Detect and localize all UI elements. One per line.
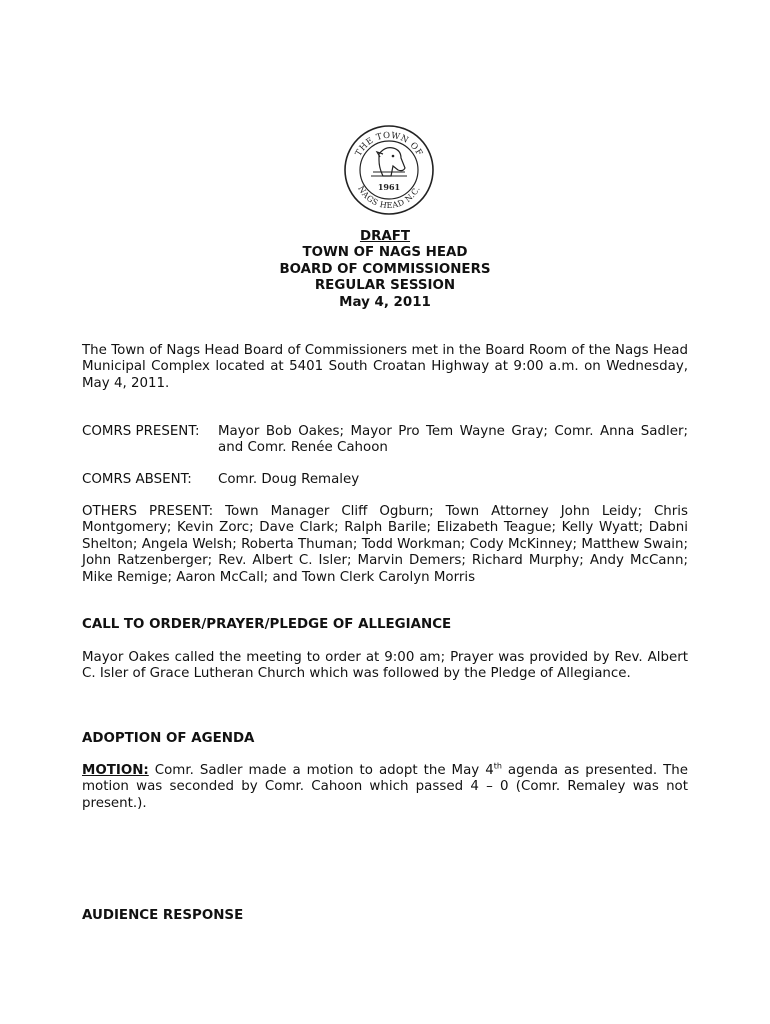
motion-text-part-2: agenda as presented. The motion was seconded by Comr. Cahoon which passed 4 – 0 (Comr. Remaley was not present.).	[82, 763, 688, 811]
draft-label: DRAFT	[359, 229, 411, 244]
meeting-date: May 4, 2011	[339, 294, 431, 310]
others-present-paragraph: OTHERS PRESENT: Town Manager Cliff Ogburn; Town Attorney John Leidy; Chris Montgomery; Kevin Zorc; Dave Clark; Ralph Barile; Elizabeth Teague; Kelly Wyatt; Dabni Shelton; Angela Welsh; Roberta Thuman; Todd Workman; Cody McKinney; Matthew Swain; John Ratzenberger; Rev. Albert C. Isler; Marvin Demers; Richard Murphy; Andy McCann; Mike Remige; Aaron McCall; and Town Clerk Carolyn Morris	[82, 504, 688, 585]
comrs-present-value: Mayor Bob Oakes; Mayor Pro Tem Wayne Gray; Comr. Anna Sadler; and Comr. Renée Cahoon	[218, 424, 688, 456]
intro-paragraph: The Town of Nags Head Board of Commissioners met in the Board Room of the Nags Head Municipal Complex located at 5401 South Croatan Highway at 9:00 a.m. on Wednesday, May 4, 2011.	[82, 343, 688, 391]
call-to-order-paragraph: Mayor Oakes called the meeting to order at 9:00 am; Prayer was provided by Rev. Albert C. Isler of Grace Lutheran Church which was followed by the Pledge of Allegiance.	[82, 650, 688, 682]
town-seal-logo	[343, 124, 435, 216]
comrs-absent-value: Comr. Doug Remaley	[218, 472, 360, 487]
svg-text:NAGS HEAD N.C.: NAGS HEAD N.C.	[356, 184, 422, 211]
seal-year: 1961	[377, 182, 401, 192]
document-heading	[0, 229, 770, 311]
motion-superscript: th	[493, 761, 502, 771]
call-to-order-heading: CALL TO ORDER/PRAYER/PLEDGE OF ALLEGIANCE	[82, 617, 452, 632]
comrs-present-label: COMRS PRESENT:	[82, 424, 200, 439]
town-name: TOWN OF NAGS HEAD	[302, 245, 468, 261]
motion-paragraph	[82, 763, 688, 812]
audience-response-heading: AUDIENCE RESPONSE	[82, 908, 244, 923]
adoption-of-agenda-heading: ADOPTION OF AGENDA	[82, 731, 255, 746]
motion-text-part-1: Comr. Sadler made a motion to adopt the May 4	[148, 763, 494, 778]
motion-label: MOTION:	[82, 763, 149, 778]
board-name: BOARD OF COMMISSIONERS	[279, 261, 491, 277]
comrs-absent-label: COMRS ABSENT:	[82, 472, 192, 487]
session-type: REGULAR SESSION	[314, 278, 456, 294]
svg-text:THE TOWN OF: THE TOWN OF	[353, 130, 425, 159]
